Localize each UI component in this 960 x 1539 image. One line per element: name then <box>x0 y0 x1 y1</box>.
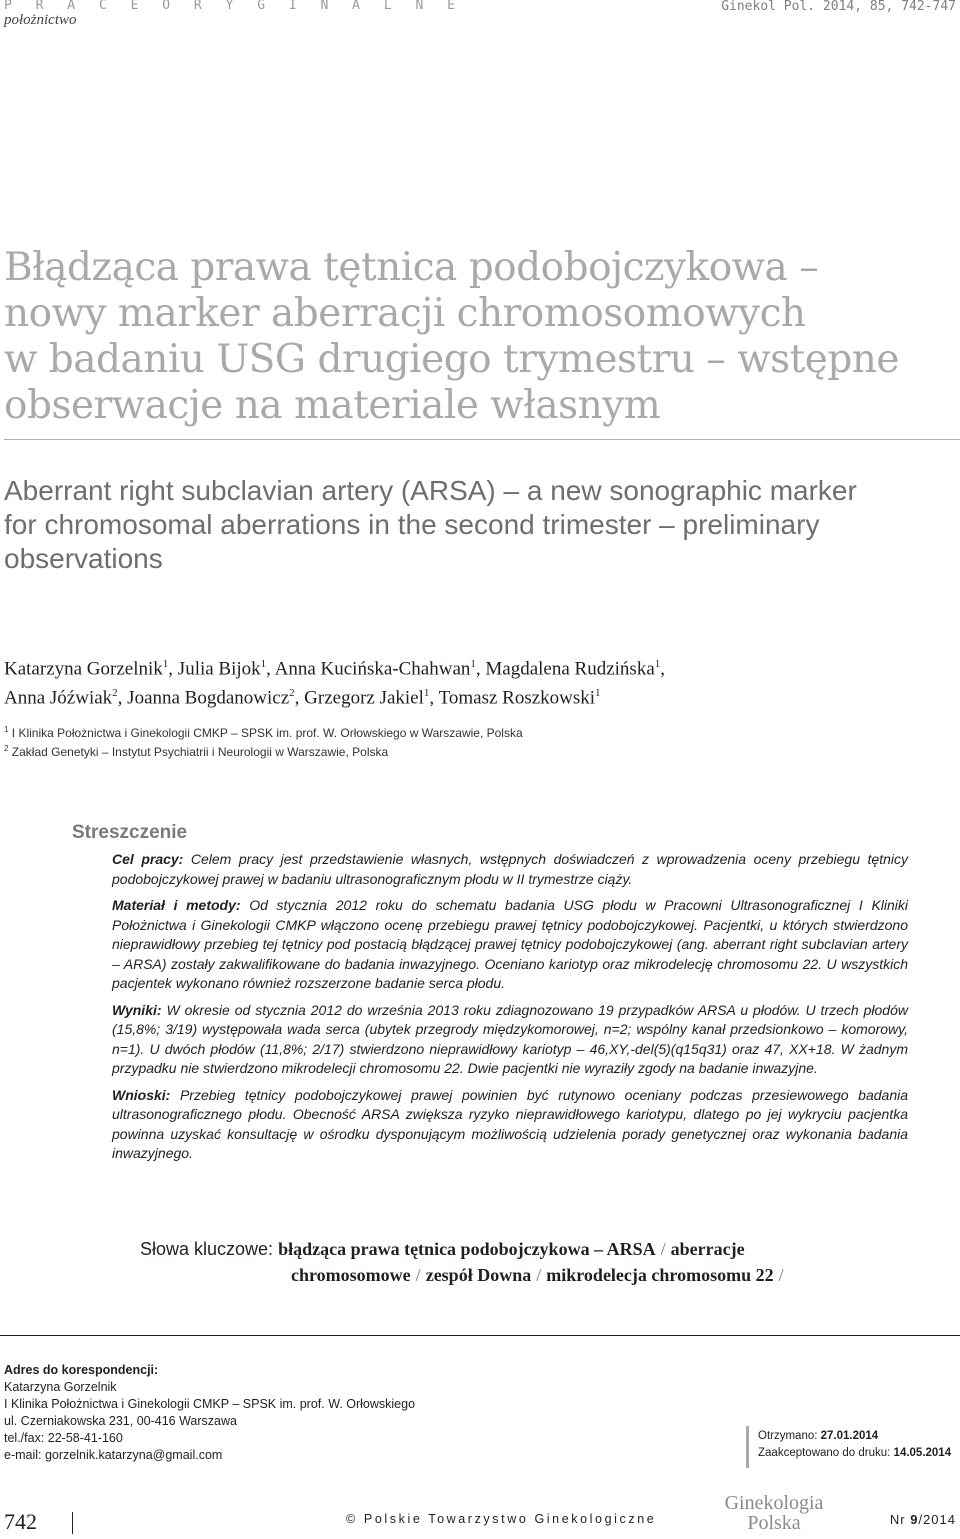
author-affiliation-ref: 2 <box>289 687 295 700</box>
abstract-body <box>112 850 908 1171</box>
abstract-section-results <box>112 1001 908 1079</box>
correspondence-institution: I Klinika Położnictwa i Ginekologii CMKP – SPSK im. prof. W. Orłowskiego <box>4 1397 416 1411</box>
affiliation <box>4 741 944 760</box>
dates-block <box>758 1428 951 1462</box>
title-polish-line: obserwacje na materiale własnym <box>4 383 661 428</box>
author-name: Julia Bijok <box>177 658 261 680</box>
affiliation-number: 2 <box>4 744 9 753</box>
author-affiliation-ref: 2 <box>112 687 118 700</box>
page-number: 742 <box>4 1509 37 1534</box>
author-affiliation-ref: 1 <box>260 658 267 670</box>
keyword: błądząca prawa tętnica podobojczykowa – ARSA <box>278 1239 656 1259</box>
accepted-label: Zaakceptowano do druku: <box>758 1447 891 1459</box>
section-label: P R A C E O R Y G I N A L N E <box>4 0 463 13</box>
correspondence-email[interactable]: e-mail: gorzelnik.katarzyna@gmail.com <box>4 1448 223 1462</box>
journal-logo-line: Ginekologia <box>724 1492 824 1514</box>
keyword: chromosomowe <box>291 1265 411 1285</box>
correspondence-phone: tel./fax: 22-58-41-160 <box>4 1431 123 1445</box>
title-english <box>4 474 954 576</box>
subsection-label: położnictwo <box>4 12 77 28</box>
accepted-date <box>758 1445 951 1462</box>
keywords-label: Słowa kluczowe: <box>140 1239 274 1259</box>
abstract-section-conclusions <box>112 1086 908 1164</box>
abstract-section-label: Wnioski: <box>112 1086 171 1103</box>
abstract-section-text: Przebieg tętnicy podobojczykowej prawej powinien być rutynowo oceniany podczas przesiewowego badania ultrasonograficznego płodu. Obecność ARSA zwiększa ryzyko nieprawidłowego kariotypu, dlatego po jej wykryciu pacjentka powinna uzyskać konsultację w ośrodku dysponującym możliwością udzielenia porady genetycznej oraz wykonania badania inwazyjnego. <box>112 1086 909 1161</box>
author-name: Grzegorz Jakiel <box>304 687 424 709</box>
footer-divider <box>72 1512 73 1534</box>
issue-value: 9 <box>910 1512 919 1527</box>
keyword-separator: / <box>415 1265 421 1285</box>
issue-prefix: Nr <box>889 1512 906 1527</box>
title-polish-line: nowy marker aberracji chromosomowych <box>4 291 806 336</box>
title-english-line: observations <box>4 543 163 574</box>
author-affiliation-ref: 1 <box>423 687 430 700</box>
journal-citation: Ginekol Pol. 2014, 85, 742-747 <box>721 0 956 14</box>
received-value: 27.01.2014 <box>820 1430 879 1442</box>
keyword: aberracje <box>670 1239 745 1259</box>
keyword-separator: / <box>536 1265 542 1285</box>
journal-logo <box>714 1493 834 1533</box>
received-label: Otrzymano: <box>758 1430 818 1442</box>
affiliation-list <box>4 722 944 760</box>
correspondence-block <box>4 1362 524 1464</box>
author-affiliation-ref: 1 <box>162 658 169 670</box>
abstract-section-aim <box>112 850 908 889</box>
abstract-section-text: W okresie od stycznia 2012 do września 2013 roku zdiagnozowano 19 przypadków ARSA u płodów. U trzech płodów (15,8%; 3/19) występowała wada serca (ubytek przegrody międzykomorowej, n=2; wspólny kanał przedsionkowo – komorowy, n=1). U dwóch płodów (11,8%; 2/17) stwierdzono nieprawidłowy kariotyp – 46,XY,-del(5)(q15q31) oraz 47, XX+18. W żadnym przypadku nie stwierdzono mikrodelecji chromosomu 22. Dwie pacjentki nie wyraziły zgody na badanie inwazyjne. <box>112 1001 908 1076</box>
author-list: Katarzyna Gorzelnik$^1$, Julia Bijok$^1$, Anna Kucińska-Chahwan$^1$, Magdalena Rudzińska$^1$, Anna Jóźwiak$^2$, Joanna Bogdanowicz$^2$, Grzegorz Jakiel$^1$, Tomasz Roszkowski$^1$ <box>4 658 666 709</box>
keyword: zespół Downa <box>425 1265 532 1285</box>
correspondence-address: ul. Czerniakowska 231, 00-416 Warszawa <box>4 1414 237 1428</box>
copyright-notice: © Polskie Towarzystwo Ginekologiczne <box>346 1512 657 1526</box>
title-english-line: for chromosomal aberrations in the second trimester – preliminary <box>4 509 820 540</box>
title-polish-line: Błądząca prawa tętnica podobojczykowa – <box>4 245 819 290</box>
journal-logo-line: Polska <box>747 1512 801 1534</box>
dates-marker-bar <box>746 1426 749 1468</box>
abstract-section-label: Cel pracy: <box>112 851 184 867</box>
title-english-line: Aberrant right subclavian artery (ARSA) – a new sonographic marker <box>4 475 857 506</box>
author-affiliation-ref: 1 <box>595 687 601 700</box>
keyword-separator: / <box>778 1265 784 1285</box>
author-name: Joanna Bogdanowicz <box>127 687 290 709</box>
affiliation-number: 1 <box>4 725 9 734</box>
received-date <box>758 1428 951 1445</box>
abstract-section-text: Celem pracy jest przedstawienie własnych, wstępnych doświadczeń z wprowadzenia oceny przebiegu tętnicy podobojczykowej prawej w badaniu ultrasonograficznym płodu w II trymestrze ciąży. <box>112 851 908 887</box>
author-name: Magdalena Rudzińska <box>485 658 655 680</box>
affiliation <box>4 722 944 741</box>
title-polish <box>4 245 954 429</box>
keywords-line-2 <box>140 1262 880 1288</box>
keywords <box>140 1236 880 1288</box>
author-name: Anna Kucińska-Chahwan <box>274 658 471 680</box>
correspondence-heading: Adres do korespondencji: <box>4 1363 159 1377</box>
issue-year: /2014 <box>918 1512 956 1527</box>
abstract-section-methods <box>112 896 908 994</box>
keyword: mikrodelecja chromosomu 22 <box>546 1265 774 1285</box>
affiliation-text: Zakład Genetyki – Instytut Psychiatrii i Neurologii w Warszawie, Polska <box>11 745 389 759</box>
abstract-section-label: Materiał i metody: <box>112 897 241 913</box>
issue-number <box>890 1512 956 1527</box>
author-name: Tomasz Roszkowski <box>438 687 596 709</box>
abstract-section-label: Wyniki: <box>112 1001 162 1018</box>
author-name: Katarzyna Gorzelnik <box>4 658 163 680</box>
abstract-section-text: Od stycznia 2012 roku do schematu badania USG płodu w Pracowni Ultrasonograficznej I Kliniki Położnictwa i Ginekologii CMKP włączono ocenę przebiegu prawej tętnicy podobojczykowej. Pacjentki, u których stwierdzono nieprawidłowy przebieg tej tętnicy pod postacią błądzącej prawej tętnicy podobojczykowej (ang. aberrant right subclavian artery – ARSA) zostały zakwalifikowane do badania inwazyjnego. Oceniano kariotyp oraz mikrodelecję chromosomu 22. U wszystkich pacjentek wykonano również rozszerzone badanie serca płodu. <box>112 897 909 991</box>
section-divider <box>0 1335 960 1336</box>
affiliation-text: I Klinika Położnictwa i Ginekologii CMKP – SPSK im. prof. W. Orłowskiego w Warszawie, Polska <box>11 726 523 740</box>
correspondence-name: Katarzyna Gorzelnik <box>4 1380 117 1394</box>
author-name: Anna Jóźwiak <box>4 687 113 709</box>
abstract-heading: Streszczenie <box>72 822 188 843</box>
accepted-value: 14.05.2014 <box>893 1447 952 1459</box>
title-divider <box>4 439 960 440</box>
author-affiliation-ref: 1 <box>654 658 661 670</box>
keyword-separator: / <box>660 1239 666 1259</box>
title-polish-line: w badaniu USG drugiego trymestru – wstępne <box>4 337 900 382</box>
author-affiliation-ref: 1 <box>470 658 476 670</box>
